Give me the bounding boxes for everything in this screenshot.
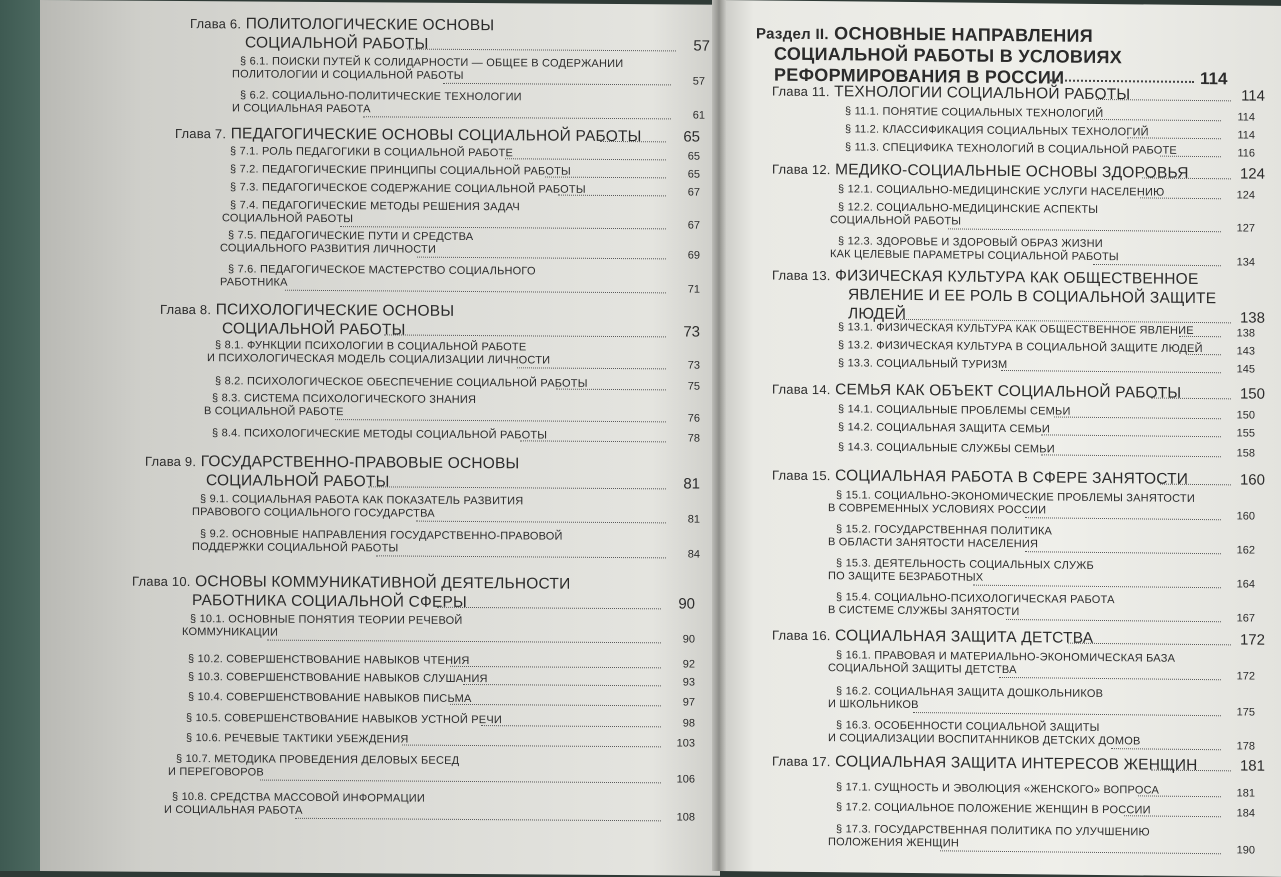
entry-title: МЕДИКО-СОЦИАЛЬНЫЕ ОСНОВЫ ЗДОРОВЬЯ [835,161,1189,182]
chapter-label: Глава 11. [772,83,830,100]
page-number: 181 [1239,757,1265,775]
section-title-line [838,339,1203,355]
entry-title-continued: СОЦИАЛЬНОЙ РАБОТЫ [222,320,406,339]
toc-chapter [772,753,1198,775]
section-title-line [228,263,536,277]
dot-leader [556,389,666,391]
chapter-label: Глава 9. [145,453,197,470]
entry-title: § 15.4. СОЦИАЛЬНО-ПСИХОЛОГИЧЕСКАЯ РАБОТА [836,591,1115,607]
entry-title-continued: И ПСИХОЛОГИЧЕСКАЯ МОДЕЛЬ СОЦИАЛИЗАЦИИ ЛИЧНОСТИ [207,352,551,367]
toc-section [192,493,524,520]
chapter-title-line [772,161,1189,183]
toc-section [838,357,1007,371]
section-title-line [215,339,550,353]
entry-title: § 12.2. СОЦИАЛЬНО-МЕДИЦИНСКИЕ АСПЕКТЫ [838,201,1099,216]
toc-section [828,685,1104,713]
entry-title: § 13.3. СОЦИАЛЬНЫЙ ТУРИЗМ [838,357,1008,372]
dot-leader [1093,264,1221,266]
toc-chapter [772,467,1188,489]
dot-leader [517,367,666,369]
dot-leader [1001,370,1221,373]
toc-chapter [772,161,1189,183]
entry-title: § 17.3. ГОСУДАРСТВЕННАЯ ПОЛИТИКА ПО УЛУЧШЕНИЮ [836,823,1150,839]
page-number: 92 [682,658,695,671]
page-number: 73 [687,359,700,372]
entry-title: § 9.1. СОЦИАЛЬНАЯ РАБОТА КАК ПОКАЗАТЕЛЬ РАЗВИТИЯ [200,493,524,508]
dot-leader [335,419,666,422]
chapter-title-line [772,753,1198,775]
entry-title-continued: ПОДДЕРЖКИ СОЦИАЛЬНОЙ РАБОТЫ [192,541,399,555]
toc-section [222,199,520,226]
section-title-line [845,123,1149,138]
page-number: 103 [676,737,695,750]
section-title-line [176,753,459,767]
toc-section [845,123,1149,138]
page-number: 57 [693,37,710,55]
entry-title: § 6.2. СОЦИАЛЬНО-ПОЛИТИЧЕСКИЕ ТЕХНОЛОГИИ [240,89,522,104]
entry-title: § 11.2. КЛАССИФИКАЦИЯ СОЦИАЛЬНЫХ ТЕХНОЛОГИЙ [845,123,1149,139]
toc-section [828,523,1053,551]
page-number: 98 [682,717,695,730]
page-number: 162 [1236,544,1255,557]
entry-title: § 8.4. ПСИХОЛОГИЧЕСКИЕ МЕТОДЫ СОЦИАЛЬНОЙ РАБОТЫ [212,427,548,442]
dot-leader [520,440,666,442]
dot-leader [260,780,661,784]
entry-title-continued: СОЦИАЛЬНОГО РАЗВИТИЯ ЛИЧНОСТИ [220,242,437,256]
entry-title: СОЦИАЛЬНАЯ РАБОТА В СФЕРЕ ЗАНЯТОСТИ [835,467,1189,488]
entry-title-continued: И СОЦИАЛЬНАЯ РАБОТА [232,102,371,116]
entry-title: § 10.1. ОСНОВНЫЕ ПОНЯТИЯ ТЕОРИИ РЕЧЕВОЙ [190,613,463,627]
page-number: 90 [682,633,695,646]
toc-chapter [772,381,1181,403]
dot-leader [505,158,666,160]
section-title-line [836,781,1159,796]
section-title-line [186,712,502,726]
dot-leader [1041,454,1221,457]
dot-leader [285,290,666,294]
dot-leader [1127,137,1221,139]
section-title-line [838,421,1050,435]
section-title-line [186,732,408,746]
toc-chapter [772,267,1216,328]
toc-section [845,105,1103,120]
chapter-label: Глава 15. [772,467,831,484]
section-title-line [212,392,476,406]
chapter-label: Глава 14. [772,381,831,398]
chapter-label: Глава 6. [190,16,242,32]
entry-title: § 12.3. ЗДОРОВЬЕ И ЗДОРОВЫЙ ОБРАЗ ЖИЗНИ [838,235,1103,251]
page-number: 143 [1236,345,1255,358]
section-title-line [200,493,523,507]
part-title-continued: РЕФОРМИРОВАНИЯ В РОССИИ [774,64,1065,88]
toc-section [828,823,1150,851]
page-number: 184 [1236,807,1255,820]
page-number: 138 [1239,309,1265,327]
page-number: 114 [1200,69,1228,89]
entry-title-continued: И СОЦИАЛИЗАЦИИ ВОСПИТАННИКОВ ДЕТСКИХ ДОМОВ [828,732,1141,748]
toc-section [215,375,588,390]
page-number: 167 [1236,612,1255,625]
entry-title: § 10.7. МЕТОДИКА ПРОВЕДЕНИЯ ДЕЛОВЫХ БЕСЕД [176,752,460,767]
page-number: 71 [687,283,700,296]
entry-title: § 9.2. ОСНОВНЫЕ НАПРАВЛЕНИЯ ГОСУДАРСТВЕННО-ПРАВОВОЙ [200,528,563,543]
chapter-title-line [132,573,570,594]
dot-leader [363,116,671,119]
section-title-line [838,441,1055,455]
entry-title: ГОСУДАРСТВЕННО-ПРАВОВЫЕ ОСНОВЫ [200,453,520,473]
dot-leader [450,666,661,668]
part-label: Раздел II. [756,25,829,44]
toc-section [838,321,1194,337]
section-title-line [845,141,1177,156]
page-number: 61 [692,109,705,122]
left-page [40,0,720,876]
toc-section [845,141,1177,156]
entry-title-continued: КОММУНИКАЦИИ [182,625,279,639]
toc-section [186,732,408,746]
page-number: 90 [678,595,695,613]
page-number: 93 [682,676,695,689]
chapter-label: Глава 10. [132,573,191,590]
section-title-line [838,183,1164,198]
dot-leader [1025,551,1221,554]
page-number: 181 [1236,787,1255,800]
toc-section [838,339,1203,355]
entry-title: § 10.4. СОВЕРШЕНСТВОВАНИЕ НАВЫКОВ ПИСЬМА [188,691,472,706]
section-title-line [212,427,547,441]
dot-leader [948,228,1221,232]
toc-chapter [772,627,1093,648]
entry-title-continued: В ОБЛАСТИ ЗАНЯТОСТИ НАСЕЛЕНИЯ [828,536,1039,551]
entry-title: § 13.2. ФИЗИЧЕСКАЯ КУЛЬТУРА В СОЦИАЛЬНОЙ ЗАЩИТЕ ЛЮДЕЙ [838,339,1203,356]
entry-title: § 14.2. СОЦИАЛЬНАЯ ЗАЩИТА СЕМЬИ [838,421,1051,436]
page-number: 114 [1237,129,1255,142]
entry-title: ФИЗИЧЕСКАЯ КУЛЬТУРА КАК ОБЩЕСТВЕННОЕ [835,267,1199,289]
entry-title: § 15.1. СОЦИАЛЬНО-ЭКОНОМИЧЕСКИЕ ПРОБЛЕМЫ ЗАНЯТОСТИ [836,489,1195,505]
dot-leader [1006,619,1221,622]
dot-leader [973,585,1221,589]
entry-title: § 13.1. ФИЗИЧЕСКАЯ КУЛЬТУРА КАК ОБЩЕСТВЕННОЕ ЯВЛЕНИЕ [838,321,1194,337]
page-number: 75 [687,380,700,393]
toc-section [164,790,426,818]
entry-title: § 16.1. ПРАВОВАЯ И МАТЕРИАЛЬНО-ЭКОНОМИЧЕСКАЯ БАЗА [836,649,1176,665]
section-title-line [838,403,1071,417]
chapter-title-line [772,267,1216,290]
entry-title-continued: В СИСТЕМЕ СЛУЖБЫ ЗАНЯТОСТИ [828,604,1020,619]
dot-leader [443,83,671,86]
page-number: 108 [676,811,695,824]
entry-title: § 16.3. ОСОБЕННОСТИ СОЦИАЛЬНОЙ ЗАЩИТЫ [836,719,1100,734]
entry-title: § 8.1. ФУНКЦИИ ПСИХОЛОГИИ В СОЦИАЛЬНОЙ РАБОТЕ [215,339,527,354]
page-number: 81 [687,513,700,526]
section-title-line [190,613,462,627]
right-page [720,0,1281,877]
part-title-continued: СОЦИАЛЬНОЙ РАБОТЫ В УСЛОВИЯХ [774,43,1123,68]
toc-section [836,781,1159,796]
entry-title: § 7.5. ПЕДАГОГИЧЕСКИЕ ПУТИ И СРЕДСТВА [228,229,474,244]
section-title-line [838,357,1007,371]
dot-leader [940,850,1221,854]
dot-leader [340,226,666,229]
dot-leader [295,818,661,822]
entry-title-continued: РАБОТНИКА [220,276,288,289]
toc-section [836,801,1151,816]
chapter-label: Глава 12. [772,161,831,178]
toc-section [212,427,547,441]
dot-leader [1054,416,1221,419]
dot-leader [1179,336,1221,337]
entry-title: § 14.3. СОЦИАЛЬНЫЕ СЛУЖБЫ СЕМЬИ [838,441,1055,456]
dot-leader [1140,197,1221,199]
toc-section [232,55,624,83]
section-title-line [845,105,1103,120]
section-title-line [188,691,472,705]
toc-section [188,653,469,667]
page-number: 155 [1236,427,1255,440]
chapter-label: Глава 8. [160,301,212,318]
entry-title: § 10.6. РЕЧЕВЫЕ ТАКТИКИ УБЕЖДЕНИЯ [186,732,409,746]
entry-title: § 17.1. СУЩНОСТЬ И ЭВОЛЮЦИЯ «ЖЕНСКОГО» ВОПРОСА [836,781,1160,797]
toc-section [828,557,1094,585]
entry-title: ТЕХНОЛОГИИ СОЦИАЛЬНОЙ РАБОТЫ [834,83,1131,104]
entry-title: СОЦИАЛЬНАЯ ЗАЩИТА ДЕТСТВА [835,627,1094,647]
entry-title-continued: СОЦИАЛЬНОЙ РАБОТЫ [245,34,429,53]
page-number: 81 [683,475,700,493]
entry-title-continued: СОЦИАЛЬНОЙ РАБОТЫ [222,212,354,226]
entry-title: § 7.2. ПЕДАГОГИЧЕСКИЕ ПРИНЦИПЫ СОЦИАЛЬНОЙ РАБОТЫ [230,163,571,178]
section-title-line [836,801,1151,816]
toc-section [192,528,563,556]
book-gutter [712,0,726,871]
page-number: 164 [1236,578,1255,591]
entry-title-continued: СОЦИАЛЬНОЙ ЗАЩИТЫ ДЕТСТВА [828,662,1017,677]
entry-title: § 17.2. СОЦИАЛЬНОЕ ПОЛОЖЕНИЕ ЖЕНЩИН В РОССИИ [836,801,1151,817]
dot-leader [558,195,666,197]
toc-section [230,163,571,177]
page-number: 124 [1239,165,1265,183]
page-number: 76 [687,412,700,425]
page-number: 65 [687,168,700,181]
toc-section [830,235,1119,264]
entry-title: СЕМЬЯ КАК ОБЪЕКТ СОЦИАЛЬНОЙ РАБОТЫ [835,381,1182,402]
toc-section [182,613,463,640]
entry-title: § 8.3. СИСТЕМА ПСИХОЛОГИЧЕСКОГО ЗНАНИЯ [212,392,477,407]
entry-title: § 7.3. ПЕДАГОГИЧЕСКОЕ СОДЕРЖАНИЕ СОЦИАЛЬНОЙ РАБОТЫ [230,181,586,196]
page-number: 160 [1236,510,1255,523]
page-number: 65 [683,128,700,146]
toc-section [186,712,502,726]
dot-leader [545,177,666,179]
page-number: 65 [687,150,700,163]
chapter-label: Глава 13. [772,267,831,284]
page-number: 114 [1241,87,1265,105]
entry-title: § 10.2. СОВЕРШЕНСТВОВАНИЕ НАВЫКОВ ЧТЕНИЯ [188,653,470,667]
page-number: 160 [1239,471,1265,489]
page-number: 73 [683,323,700,341]
section-title-line [228,229,473,243]
toc-section [204,392,477,419]
page-number: 106 [676,773,695,786]
dot-leader [1160,156,1221,158]
chapter-title-line [772,467,1188,489]
page-number: 69 [687,249,700,262]
page-number: 190 [1236,844,1255,857]
toc-section [828,719,1141,748]
page-number: 145 [1236,363,1255,376]
toc-section [220,263,536,290]
dot-leader [1138,795,1221,797]
dot-leader [913,712,1221,716]
page-number: 67 [687,219,700,232]
entry-title-continued: И ШКОЛЬНИКОВ [828,698,919,712]
dot-leader [416,521,666,524]
dot-leader [450,704,661,706]
entry-title: § 15.3. ДЕЯТЕЛЬНОСТЬ СОЦИАЛЬНЫХ СЛУЖБ [836,557,1094,572]
part-title: ОСНОВНЫЕ НАПРАВЛЕНИЯ [834,23,1093,46]
dot-leader [1087,119,1221,121]
toc-section [830,201,1099,229]
entry-title-continued: СОЦИАЛЬНОЙ РАБОТЫ [830,214,962,228]
section-title-line [172,791,425,805]
page-number: 116 [1237,147,1255,160]
chapter-label: Глава 7. [175,125,227,142]
entry-title-continued: ПОЛИТОЛОГИИ И СОЦИАЛЬНОЙ РАБОТЫ [232,68,464,82]
toc-section [828,489,1195,518]
page-number: 124 [1236,189,1255,202]
toc-section [828,649,1176,678]
toc-section [188,671,488,685]
page-number: 158 [1236,447,1255,460]
dot-leader [376,555,666,558]
chapter-title-line [160,301,454,321]
chapter-title-line [772,381,1181,403]
dot-leader [481,725,661,727]
chapter-title-line [175,125,642,146]
section-title-line [230,181,586,195]
entry-title: § 8.2. ПСИХОЛОГИЧЕСКОЕ ОБЕСПЕЧЕНИЕ СОЦИАЛЬНОЙ РАБОТЫ [215,375,588,390]
toc-chapter [175,125,642,146]
page-number: 150 [1239,385,1265,403]
entry-title: § 7.4. ПЕДАГОГИЧЕСКИЕ МЕТОДЫ РЕШЕНИЯ ЗАДАЧ [230,199,520,214]
entry-title: ПСИХОЛОГИЧЕСКИЕ ОСНОВЫ [215,301,455,320]
page-number: 172 [1239,631,1265,649]
entry-title: § 10.5. СОВЕРШЕНСТВОВАНИЕ НАВЫКОВ УСТНОЙ РЕЧИ [186,712,502,727]
toc-section [232,89,522,116]
entry-title: § 10.3. СОВЕРШЕНСТВОВАНИЕ НАВЫКОВ СЛУШАНИЯ [188,671,488,686]
dot-leader [1124,815,1221,817]
entry-title: § 16.2. СОЦИАЛЬНАЯ ЗАЩИТА ДОШКОЛЬНИКОВ [836,685,1104,701]
entry-title: ОСНОВЫ КОММУНИКАТИВНОЙ ДЕЯТЕЛЬНОСТИ [195,573,571,593]
section-title-line [188,671,488,685]
entry-title-continued: И ПЕРЕГОВОРОВ [168,765,264,779]
section-title-line [230,145,513,159]
entry-title: § 14.1. СОЦИАЛЬНЫЕ ПРОБЛЕМЫ СЕМЬИ [838,403,1071,418]
toc-section [207,339,551,367]
dot-leader [1111,748,1221,750]
page-number: 150 [1236,409,1255,422]
entry-title: § 7.6. ПЕДАГОГИЧЕСКОЕ МАСТЕРСТВО СОЦИАЛЬНОГО [228,263,536,278]
entry-title-continued: И СОЦИАЛЬНАЯ РАБОТА [164,803,303,817]
entry-title-continued: ПОЛОЖЕНИЯ ЖЕНЩИН [828,836,960,850]
page-number: 114 [1237,111,1255,124]
entry-title-continued: ПО ЗАЩИТЕ БЕЗРАБОТНЫХ [828,570,984,584]
section-title-line [230,199,520,213]
page-number: 175 [1236,706,1255,719]
page-number: 78 [687,432,700,445]
page-number: 67 [687,186,700,199]
section-title-line [230,163,571,177]
page-number: 138 [1236,327,1255,340]
section-title-line [240,89,522,103]
toc-section [838,403,1071,417]
entry-title-continued: ПРАВОВОГО СОЦИАЛЬНОГО ГОСУДАРСТВА [192,506,435,520]
entry-title-continued: РАБОТНИКА СОЦИАЛЬНОЙ СФЕРЫ [192,592,467,611]
dot-leader [402,745,661,748]
toc-section [230,181,586,195]
chapter-label: Глава 16. [772,627,831,644]
page-number: 134 [1236,256,1255,269]
section-title-line [838,321,1194,337]
section-title-line [215,375,588,390]
entry-title: § 6.1. ПОИСКИ ПУТЕЙ К СОЛИДАРНОСТИ — ОБЩЕЕ В СОДЕРЖАНИИ [240,55,624,71]
entry-title: § 7.1. РОЛЬ ПЕДАГОГИКИ В СОЦИАЛЬНОЙ РАБОТЕ [230,145,513,160]
toc-section [838,421,1050,435]
chapter-title-line [145,453,519,474]
entry-title: § 11.1. ПОНЯТИЕ СОЦИАЛЬНЫХ ТЕХНОЛОГИЙ [845,105,1104,121]
toc-section [838,441,1055,455]
toc-section [188,691,472,705]
page-number: 84 [687,548,700,561]
dot-leader [1186,354,1221,355]
toc-section [168,752,460,780]
toc-section [828,591,1115,619]
section-title-line [836,523,1052,537]
entry-title: СОЦИАЛЬНАЯ ЗАЩИТА ИНТЕРЕСОВ ЖЕНЩИН [835,753,1198,775]
dot-leader [267,640,661,644]
chapter-label: Глава 17. [772,753,831,770]
dot-leader [417,257,666,260]
entry-title: ПЕДАГОГИЧЕСКИЕ ОСНОВЫ СОЦИАЛЬНОЙ РАБОТЫ [230,125,642,146]
entry-title: ПОЛИТОЛОГИЧЕСКИЕ ОСНОВЫ [245,15,495,35]
chapter-title-line [772,627,1093,648]
toc-section [838,183,1164,198]
page-number: 127 [1236,222,1255,235]
entry-title: § 10.8. СРЕДСТВА МАССОВОЙ ИНФОРМАЦИИ [172,790,426,805]
dot-leader [463,684,661,686]
entry-title: § 15.2. ГОСУДАРСТВЕННАЯ ПОЛИТИКА [836,523,1053,538]
page-number: 178 [1236,740,1255,753]
toc-section [220,229,474,256]
dot-leader [1041,434,1221,437]
section-title-line [188,653,469,667]
entry-title-continued: ЯВЛЕНИЕ И ЕЕ РОЛЬ В СОЦИАЛЬНОЙ ЗАЩИТЕ [848,286,1217,308]
toc-section [230,145,513,159]
entry-title-continued: В СОЦИАЛЬНОЙ РАБОТЕ [204,405,344,419]
page-number: 57 [692,75,705,88]
entry-title-continued: СОЦИАЛЬНОЙ РАБОТЫ [206,472,390,491]
chapter-title-line [190,15,494,35]
page-number: 97 [682,696,695,709]
entry-title: § 12.1. СОЦИАЛЬНО-МЕДИЦИНСКИЕ УСЛУГИ НАСЕЛЕНИЮ [838,183,1165,199]
entry-title: § 11.3. СПЕЦИФИКА ТЕХНОЛОГИЙ В СОЦИАЛЬНОЙ РАБОТЕ [845,141,1177,157]
entry-title-continued: В СОВРЕМЕННЫХ УСЛОВИЯХ РОССИИ [828,502,1047,517]
section-title-line [200,528,563,543]
dot-leader [999,677,1221,680]
entry-title-continued: ЛЮДЕЙ [848,305,907,323]
page-number: 172 [1236,670,1255,683]
entry-title-continued: КАК ЦЕЛЕВЫЕ ПАРАМЕТРЫ СОЦИАЛЬНОЙ РАБОТЫ [830,248,1119,264]
